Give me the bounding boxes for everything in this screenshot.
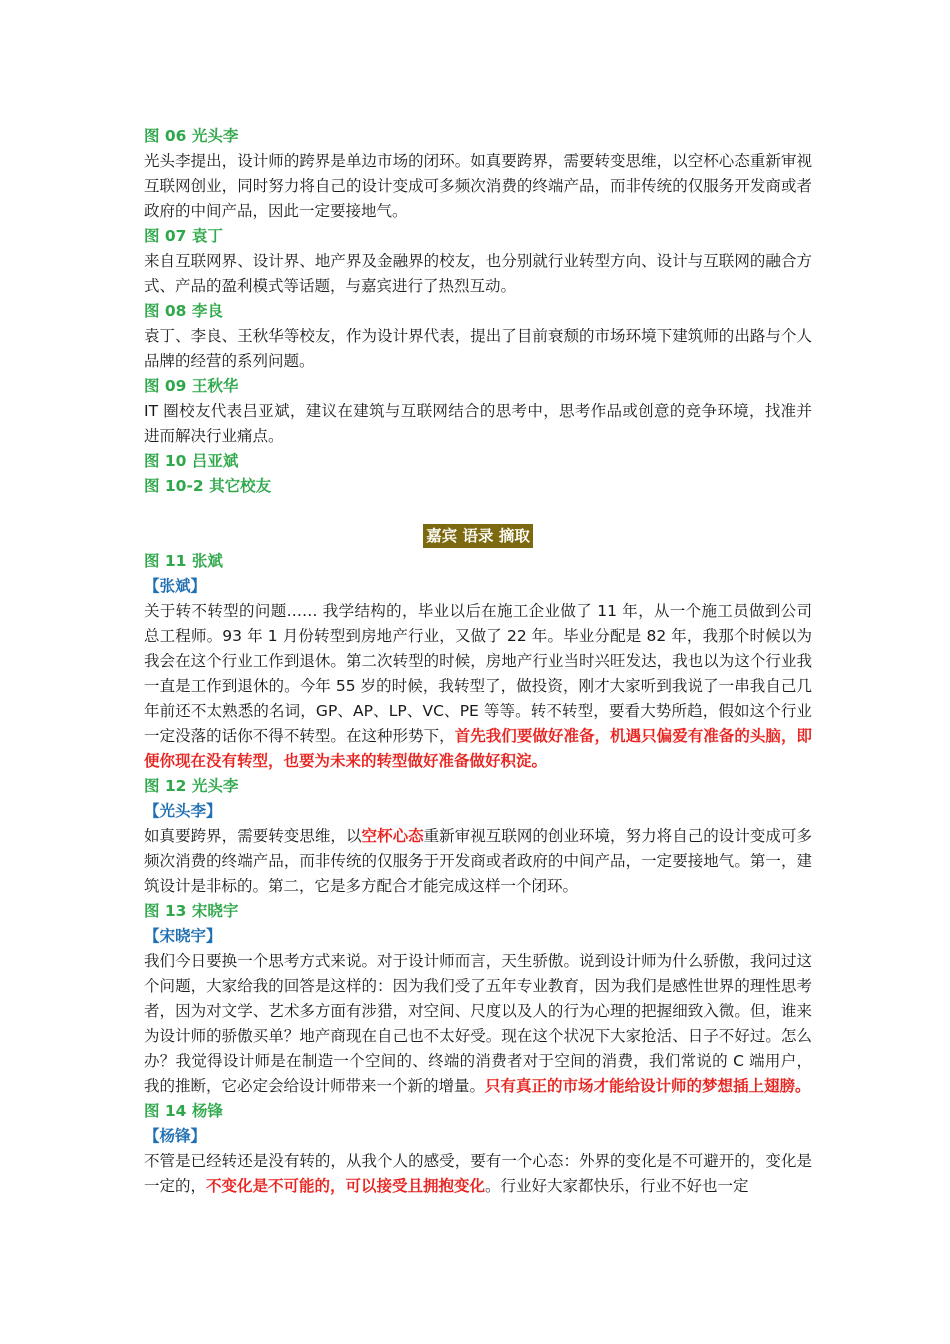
quote-paragraph: [144, 824, 812, 899]
figure-caption: 图 06 光头李: [144, 127, 239, 145]
quote-text: 关于转不转型的问题…… 我学结构的，毕业以后在施工企业做了 11 年，从一个施工员做到公司总工程师。93 年 1 月份转型到房地产行业，又做了 22 年。毕业分配是 82 年，我那个时候以为我会在这个行业工作到退休。第二次转型的时候，房地产行业当时兴旺发达，我也以为这个行业我一直是工作到退休的。今年 55 岁的时候，我转型了，做投资，刚才大家听到我说了一串我自己几年前还不太熟悉的名词，GP、AP、LP、VC、PE 等等。转不转型，要看大势所趋，假如这个行业一定没落的话你不得不转型。在这种形势下，: [144, 602, 812, 745]
figure-caption: 图 13 宋晓宇: [144, 902, 239, 920]
highlight-text: 首先我们要做好准备，机遇只偏爱有准备的头脑，即便你现在没有转型，也要为未来的转型做好准备做好积淀。: [144, 727, 812, 770]
quote-text: 不管是已经转还是没有转的，从我个人的感受，要有一个心态：外界的变化是不可避开的，变化是一定的，: [144, 1152, 812, 1195]
figure-caption: 图 10 吕亚斌: [144, 452, 239, 470]
figure-caption: 图 10-2 其它校友: [144, 477, 272, 495]
figure-caption: 图 14 杨锋: [144, 1102, 223, 1120]
section-heading: 嘉宾 语录 摘取: [423, 524, 533, 548]
figure-caption: 图 07 袁丁: [144, 227, 223, 245]
article-body: [144, 124, 812, 1199]
quote-text: 如真要跨界，需要转变思维，以: [144, 827, 362, 845]
figure-caption: 图 12 光头李: [144, 777, 239, 795]
quote-paragraph: [144, 599, 812, 774]
quote-text-after: 。行业好大家都快乐，行业不好也一定: [485, 1177, 749, 1195]
section-heading-wrap: [144, 524, 812, 549]
paragraph: 袁丁、李良、王秋华等校友，作为设计界代表，提出了目前衰颓的市场环境下建筑师的出路与个人品牌的经营的系列问题。: [144, 327, 812, 370]
paragraph: IT 圈校友代表吕亚斌，建议在建筑与互联网结合的思考中，思考作品或创意的竞争环境，找准并进而解决行业痛点。: [144, 402, 812, 445]
paragraph: 光头李提出，设计师的跨界是单边市场的闭环。如真要跨界，需要转变思维，以空杯心态重新审视互联网创业，同时努力将自己的设计变成可多频次消费的终端产品，而非传统的仅服务开发商或者政府的中间产品，因此一定要接地气。: [144, 152, 812, 220]
figure-caption: 图 08 李良: [144, 302, 223, 320]
speaker-name: 【光头李】: [144, 802, 222, 820]
highlight-text: 只有真正的市场才能给设计师的梦想插上翅膀。: [485, 1077, 811, 1095]
speaker-name: 【张斌】: [144, 577, 207, 595]
quote-text-after: 重新审视互联网的创业环境，努力将自己的设计变成可多频次消费的终端产品，而非传统的仅服务于开发商或者政府的中间产品，一定要接地气。第一，建筑设计是非标的。第二，它是多方配合才能完成这样一个闭环。: [144, 827, 812, 895]
highlight-text: 不变化是不可能的，可以接受且拥抱变化: [206, 1177, 486, 1195]
figure-caption: 图 09 王秋华: [144, 377, 239, 395]
speaker-name: 【杨锋】: [144, 1127, 207, 1145]
highlight-text: 空杯心态: [361, 827, 424, 845]
quote-text: 我们今日要换一个思考方式来说。对于设计师而言，天生骄傲。说到设计师为什么骄傲，我问过这个问题，大家给我的回答是这样的：因为我们受了五年专业教育，因为我们是感性世界的理性思考者，因为对文学、艺术多方面有涉猎，对空间、尺度以及人的行为心理的把握细致入微。但，谁来为设计师的骄傲买单？地产商现在自己也不太好受。现在这个状况下大家抢活、日子不好过。怎么办？我觉得设计师是在制造一个空间的、终端的消费者对于空间的消费，我们常说的 C 端用户，我的推断，它必定会给设计师带来一个新的增量。: [144, 952, 812, 1095]
quote-paragraph: [144, 949, 812, 1099]
quote-paragraph: [144, 1149, 812, 1199]
figure-caption: 图 11 张斌: [144, 552, 223, 570]
paragraph: 来自互联网界、设计界、地产界及金融界的校友，也分别就行业转型方向、设计与互联网的融合方式、产品的盈利模式等话题，与嘉宾进行了热烈互动。: [144, 252, 812, 295]
speaker-name: 【宋晓宇】: [144, 927, 222, 945]
